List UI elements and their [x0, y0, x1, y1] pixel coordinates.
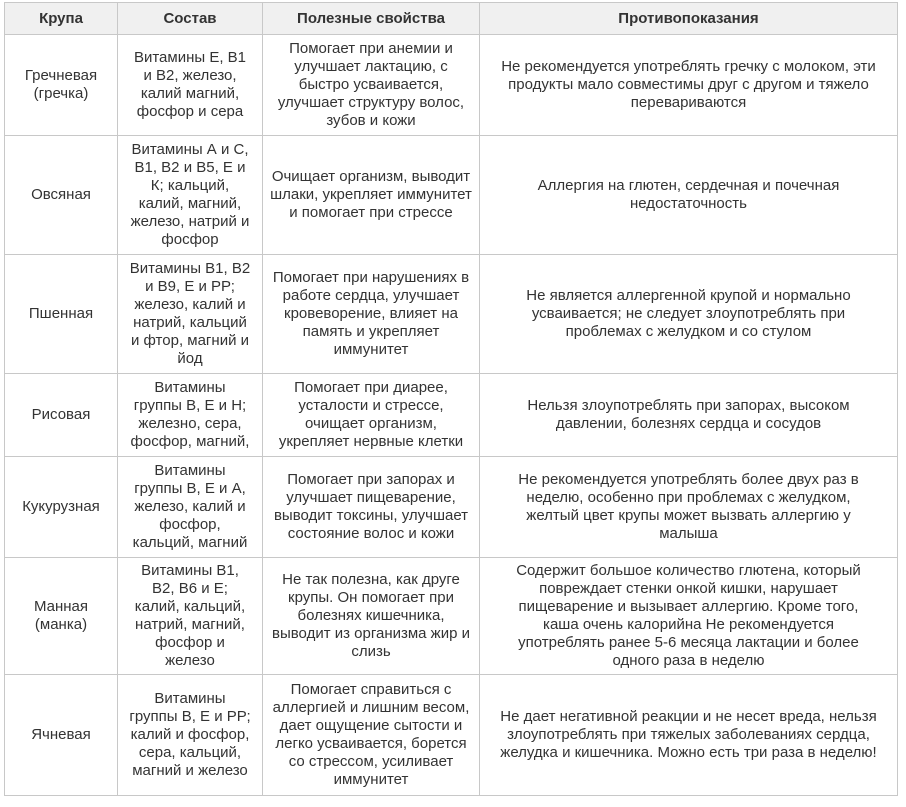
- table-row: [5, 35, 898, 136]
- table-row: [5, 374, 898, 457]
- cell-composition: Витамины группы В, Е и Н; железно, сера, фосфор, магний,: [118, 374, 263, 457]
- cell-contraindications: Не дает негативной реакции и не несет вреда, нельзя злоупотреблять при тяжелых заболеваниях сердца, желудка и кишечника. Можно есть три раза в неделю!: [480, 675, 898, 796]
- table-row: [5, 675, 898, 796]
- table-row: [5, 558, 898, 675]
- header-composition: Состав: [118, 3, 263, 35]
- cell-contraindications: Не рекомендуется употреблять гречку с молоком, эти продукты мало совместимы друг с другом и тяжело перевариваются: [480, 35, 898, 136]
- header-row: [5, 3, 898, 35]
- cell-benefits: Помогает справиться с аллергией и лишним весом, дает ощущение сытости и легко усваивается, борется со стрессом, усиливает иммунитет: [263, 675, 480, 796]
- cell-benefits: Помогает при анемии и улучшает лактацию, с быстро усваивается, улучшает структуру волос, зубов и кожи: [263, 35, 480, 136]
- table-row: [5, 255, 898, 374]
- header-grain: Крупа: [5, 3, 118, 35]
- cell-benefits: Не так полезна, как друге крупы. Он помогает при болезнях кишечника, выводит из организма жир и слизь: [263, 558, 480, 675]
- cell-composition: Витамины группы В, Е и А, железо, калий и фосфор, кальций, магний: [118, 457, 263, 558]
- cell-benefits: Помогает при запорах и улучшает пищеварение, выводит токсины, улучшает состояние волос и кожи: [263, 457, 480, 558]
- header-contraindications: Противопоказания: [480, 3, 898, 35]
- cell-contraindications: Не рекомендуется употреблять более двух раз в неделю, особенно при проблемах с желудком, желтый цвет крупы может вызвать аллергию у малыша: [480, 457, 898, 558]
- cell-grain: Кукурузная: [5, 457, 118, 558]
- cell-contraindications: Не является аллергенной крупой и нормально усваивается; не следует злоупотреблять при проблемах с желудком и со стулом: [480, 255, 898, 374]
- cell-grain: Манная (манка): [5, 558, 118, 675]
- cell-grain: Ячневая: [5, 675, 118, 796]
- header-benefits: Полезные свойства: [263, 3, 480, 35]
- cell-contraindications: Содержит большое количество глютена, который повреждает стенки онкой кишки, нарушает пищеварение и вызывает аллергию. Кроме того, каша очень калорийна Не рекомендуется употреблять ранее 5-6 месяца лактации и более одного раза в неделю: [480, 558, 898, 675]
- grain-comparison-table: [4, 2, 898, 796]
- cell-grain: Пшенная: [5, 255, 118, 374]
- cell-contraindications: Нельзя злоупотреблять при запорах, высоком давлении, болезнях сердца и сосудов: [480, 374, 898, 457]
- cell-benefits: Очищает организм, выводит шлаки, укрепляет иммунитет и помогает при стрессе: [263, 136, 480, 255]
- cell-grain: Гречневая (гречка): [5, 35, 118, 136]
- cell-composition: Витамины А и С, В1, В2 и В5, Е и К; кальций, калий, магний, железо, натрий и фосфор: [118, 136, 263, 255]
- cell-contraindications: Аллергия на глютен, сердечная и почечная недостаточность: [480, 136, 898, 255]
- cell-composition: Витамины В1, В2, В6 и Е; калий, кальций, натрий, магний, фосфор и железо: [118, 558, 263, 675]
- cell-composition: Витамины В1, В2 и В9, Е и РР; железо, калий и натрий, кальций и фтор, магний и йод: [118, 255, 263, 374]
- cell-composition: Витамины группы В, Е и РР; калий и фосфор, сера, кальций, магний и железо: [118, 675, 263, 796]
- cell-composition: Витамины Е, В1 и В2, железо, калий магний, фосфор и сера: [118, 35, 263, 136]
- table-row: [5, 136, 898, 255]
- cell-benefits: Помогает при диарее, усталости и стрессе, очищает организм, укрепляет нервные клетки: [263, 374, 480, 457]
- table-row: [5, 457, 898, 558]
- cell-grain: Рисовая: [5, 374, 118, 457]
- cell-benefits: Помогает при нарушениях в работе сердца, улучшает кровеворение, влияет на память и укрепляет иммунитет: [263, 255, 480, 374]
- cell-grain: Овсяная: [5, 136, 118, 255]
